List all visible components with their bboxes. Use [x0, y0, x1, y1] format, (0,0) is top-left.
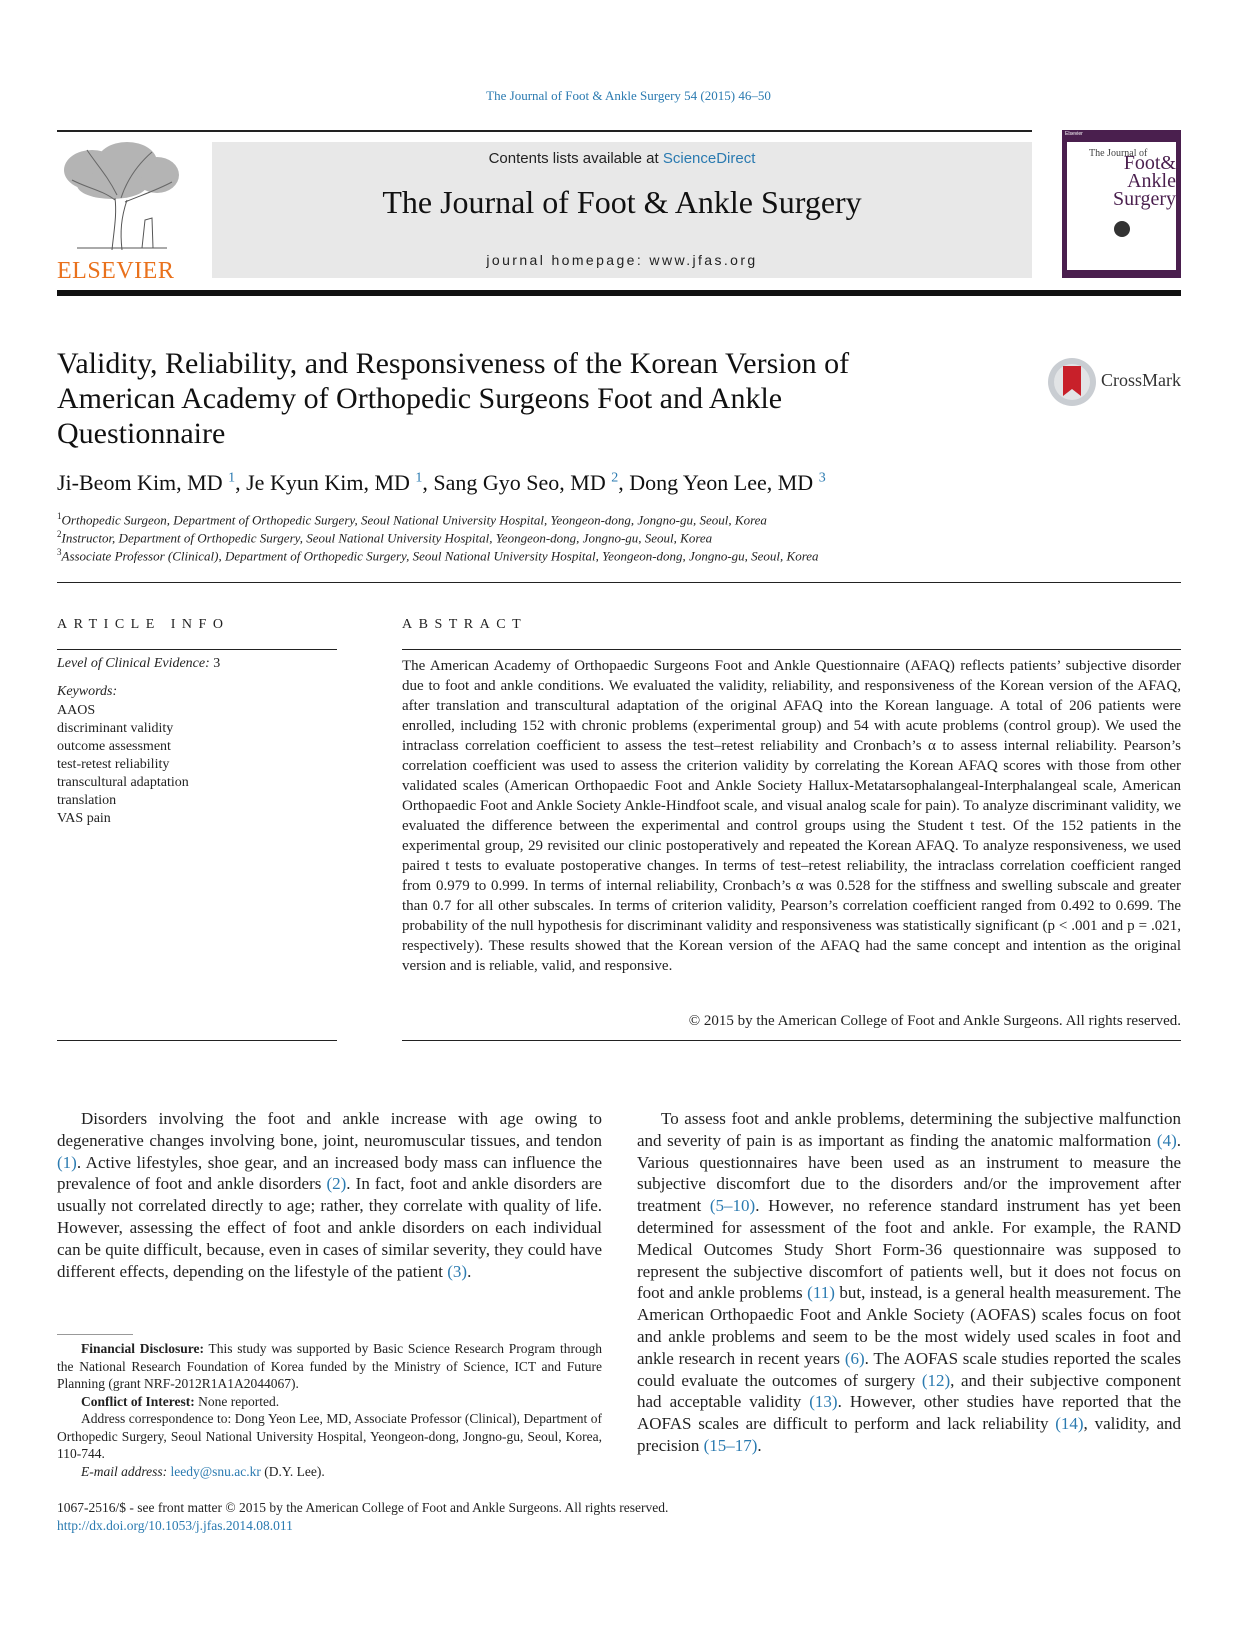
elsevier-wordmark: ELSEVIER: [57, 258, 175, 284]
body-column-left: [57, 1108, 602, 1282]
reference-link[interactable]: (5–10): [709, 1196, 756, 1216]
author-affiliation-ref[interactable]: 1: [228, 470, 236, 486]
footnote-disclosure: Financial Disclosure: This study was supported by Basic Science Research Program through the National Research Foundation of Korea funded by the Ministry of Science, ICT and Future Planning (grant NRF-2012R1A1A2044067).: [57, 1341, 602, 1391]
body-text: . Various questionnaires have been used as an instrument to measure the subjective discomfort due to the disorders and/or the improvement after treatment: [637, 1130, 1181, 1216]
author-separator: ,: [235, 470, 247, 495]
reference-link[interactable]: (11): [807, 1283, 835, 1303]
crossmark-icon: [1046, 356, 1098, 408]
author-separator: ,: [422, 470, 434, 495]
journal-homepage[interactable]: journal homepage: www.jfas.org: [486, 252, 758, 268]
body-text: . In fact, foot and ankle disorders are usually not correlated directly to age; rather, they correlate with quality of life. However, assessing the effect of foot and ankle disorders on each individual can be quite difficult, because, even in cases of similar severity, they could have different effects, depending on the lifestyle of the patient: [57, 1174, 602, 1281]
reference-link[interactable]: (6): [844, 1348, 865, 1368]
journal-banner: [212, 142, 1032, 278]
level-of-evidence: Level of Clinical Evidence: 3: [57, 656, 221, 671]
footnote-rule: [57, 1334, 133, 1335]
body-column-right: [637, 1108, 1181, 1457]
affiliation-2: $^2$Instructor, Department of Orthopedic Surgery, Seoul National University Hospital, Yeongeon-dong, Jongno-gu, Seoul, Korea: [57, 529, 713, 546]
reference-link[interactable]: (2): [326, 1174, 347, 1194]
author-separator: ,: [618, 470, 630, 495]
keywords-label: Keywords:: [57, 684, 118, 699]
crossmark-badge[interactable]: [1046, 356, 1186, 408]
body-text: .: [467, 1261, 472, 1281]
cover-emblem-icon: [1113, 220, 1131, 238]
tree-logo-icon: [57, 140, 181, 255]
body-text: . However, other studies have reported that the AOFAS scales are difficult to perform and lack reliability: [637, 1392, 1182, 1434]
keyword-item: discriminant validity: [57, 721, 174, 736]
affiliation-3: $^3$Associate Professor (Clinical), Department of Orthopedic Surgery, Seoul National University Hospital, Yeongeon-dong, Jongno-gu, Seoul, Korea: [57, 547, 819, 564]
reference-link[interactable]: (12): [921, 1370, 951, 1390]
author-affiliation-ref[interactable]: 3: [818, 470, 826, 486]
body-text: . The AOFAS scale studies reported the scales could evaluate the outcomes of surgery: [637, 1348, 1182, 1390]
article-info-heading: ARTICLE INFO: [57, 617, 230, 632]
body-paragraph: [57, 1108, 602, 1282]
author-affiliation-ref[interactable]: 2: [611, 470, 619, 486]
journal-cover: [1062, 130, 1181, 278]
author-name: Dong Yeon Lee, MD: [629, 470, 819, 495]
email-link[interactable]: leedy@snu.ac.kr: [170, 1463, 261, 1479]
article-title: Validity, Reliability, and Responsiveness of the Korean Version of American Academy of Orthopedic Surgeons Foot and Ankle Questionnaire: [57, 347, 850, 450]
footnote-conflict: Conflict of Interest: None reported.: [81, 1393, 280, 1409]
journal-citation[interactable]: The Journal of Foot & Ankle Surgery 54 (2015) 46–50: [486, 88, 771, 103]
reference-link[interactable]: (13): [809, 1392, 838, 1412]
body-paragraph: [637, 1108, 1181, 1457]
reference-link[interactable]: (1): [57, 1152, 77, 1172]
cover-line1: The Journal of: [1089, 148, 1148, 159]
issn-line: 1067-2516/$ - see front matter © 2015 by the American College of Foot and Ankle Surgeons. All rights reserved.: [57, 1500, 669, 1515]
body-text: To assess foot and ankle problems, determining the subjective malfunction and severity of pain is as important as finding the anatomic malformation: [637, 1109, 1181, 1150]
author-list: [57, 470, 826, 496]
footnote-address: Address correspondence to: Dong Yeon Lee, MD, Associate Professor (Clinical), Department of Orthopedic Surgery, Seoul National University Hospital, Yeongeon-dong, Jongno-gu, Seoul, Korea, 110-744.: [57, 1411, 602, 1461]
header-rule: [57, 130, 1032, 132]
contents-line: Contents lists available at ScienceDirect: [488, 150, 756, 167]
article-info-rule: [57, 649, 337, 650]
author-name: Sang Gyo Seo, MD: [433, 470, 612, 495]
abstract-bottom-rule: [402, 1040, 1181, 1041]
keyword-item: outcome assessment: [57, 739, 171, 754]
body-text: Disorders involving the foot and ankle increase with age owing to degenerative changes involving bone, joint, neuromuscular tissues, and tendon: [57, 1109, 602, 1150]
journal-title: The Journal of Foot & Ankle Surgery: [382, 184, 862, 220]
doi-link[interactable]: http://dx.doi.org/10.1053/j.jfas.2014.08.011: [57, 1518, 293, 1533]
abstract-rule: [402, 649, 1181, 650]
sciencedirect-link[interactable]: ScienceDirect: [662, 150, 756, 167]
keyword-item: VAS pain: [57, 811, 111, 826]
body-text: , validity, and precision: [637, 1414, 1181, 1455]
author-name: Je Kyun Kim, MD: [246, 470, 416, 495]
crossmark-label: CrossMark: [1101, 370, 1181, 390]
reference-link[interactable]: (15–17): [703, 1435, 758, 1455]
keyword-item: AAOS: [57, 703, 96, 718]
abstract-text: The American Academy of Orthopaedic Surgeons Foot and Ankle Questionnaire (AFAQ) reflects patients’ subjective disorder due to foot and ankle conditions. We evaluated the validity, reliability, and responsiveness of the Korean version of the AFAQ, after translation and transcultural adaptation of the original AFAQ into the Korean language. A total of 206 patients were enrolled, including 152 with chronic problems (experimental group) and 54 with acute problems (control group). We used the intraclass correlation coefficient to assess the test–retest reliability and Cronbach’s α to assess internal reliability. Pearson’s correlation coefficient was used to assess the criterion validity by correlating the Korean AFAQ scores with those from other validated scales (American Orthopaedic Foot and Ankle Society Hallux-Metatarsophalangeal-Interphalangeal scale, American Orthopaedic Foot and Ankle Society Ankle-Hindfoot scale, and visual analog scale for pain). To analyze discriminant validity, we evaluated the difference between the experimental and control groups using the Student t test. Of the 152 patients in the experimental group, 29 revisited our clinic postoperatively and repeated the Korean AFAQ. To analyze responsiveness, we used paired t tests to evaluate postoperative changes. In terms of test–retest reliability, the intraclass correlation coefficient ranged from 0.979 to 0.999. In terms of internal reliability, Cronbach’s α was 0.528 for the stiffness and swelling subscale and greater than 0.7 for all other subscales. In terms of criterion validity, Pearson’s correlation coefficient ranged from 0.492 to 0.699. The probability of the null hypothesis for discriminant validity and responsiveness was statistically significant (p < .001 and p = .021, respectively). These results showed that the Korean version of the AFAQ had the same concept and intention as the original version and is reliable, valid, and responsive.: [402, 658, 1181, 974]
keyword-item: transcultural adaptation: [57, 775, 189, 790]
article-info-bottom-rule: [57, 1040, 337, 1041]
section-rule: [57, 582, 1181, 583]
abstract-copyright: © 2015 by the American College of Foot and Ankle Surgeons. All rights reserved.: [688, 1013, 1181, 1029]
body-text: but, instead, is a general health measurement. The American Orthopaedic Foot and Ankle Society (AOFAS) scales focus on foot and ankle problems and seem to be the most widely used scales in foot and ankle research in recent years: [637, 1283, 1181, 1368]
header-thick-rule: [57, 290, 1181, 296]
abstract-heading: ABSTRACT: [402, 617, 528, 632]
keyword-item: test-retest reliability: [57, 757, 170, 772]
body-text: , and their subjective component had acceptable validity: [637, 1370, 1181, 1412]
reference-link[interactable]: (3): [447, 1261, 468, 1281]
author-affiliation-ref[interactable]: 1: [415, 470, 423, 486]
keyword-list: [57, 702, 189, 828]
body-text: .: [757, 1435, 762, 1455]
author-name: Ji-Beom Kim, MD: [57, 470, 229, 495]
body-text: . Active lifestyles, shoe gear, and an increased body mass can influence the prevalence of foot and ankle disorders: [57, 1152, 602, 1194]
elsevier-logo: [57, 140, 185, 284]
reference-link[interactable]: (14): [1055, 1414, 1084, 1434]
footnotes: [57, 1340, 602, 1480]
footnote-email: E-mail address: leedy@snu.ac.kr (D.Y. Lee).: [81, 1463, 325, 1479]
reference-link[interactable]: (4): [1156, 1130, 1177, 1150]
affiliation-1: $^1$Orthopedic Surgeon, Department of Orthopedic Surgery, Seoul National University Hospital, Yeongeon-dong, Jongno-gu, Seoul, Korea: [57, 511, 767, 528]
keyword-item: translation: [57, 793, 117, 808]
body-text: . However, no reference standard instrument has yet been determined for assessment of the foot and ankle. For example, the RAND Medical Outcomes Study Short Form-36 questionnaire was supposed to represent the subjective discomfort of patients well, but it does not focus on foot and ankle problems: [637, 1196, 1181, 1303]
cover-line2: Foot& Ankle Surgery: [1113, 152, 1176, 210]
cover-tag: Elsevier: [1065, 131, 1083, 137]
